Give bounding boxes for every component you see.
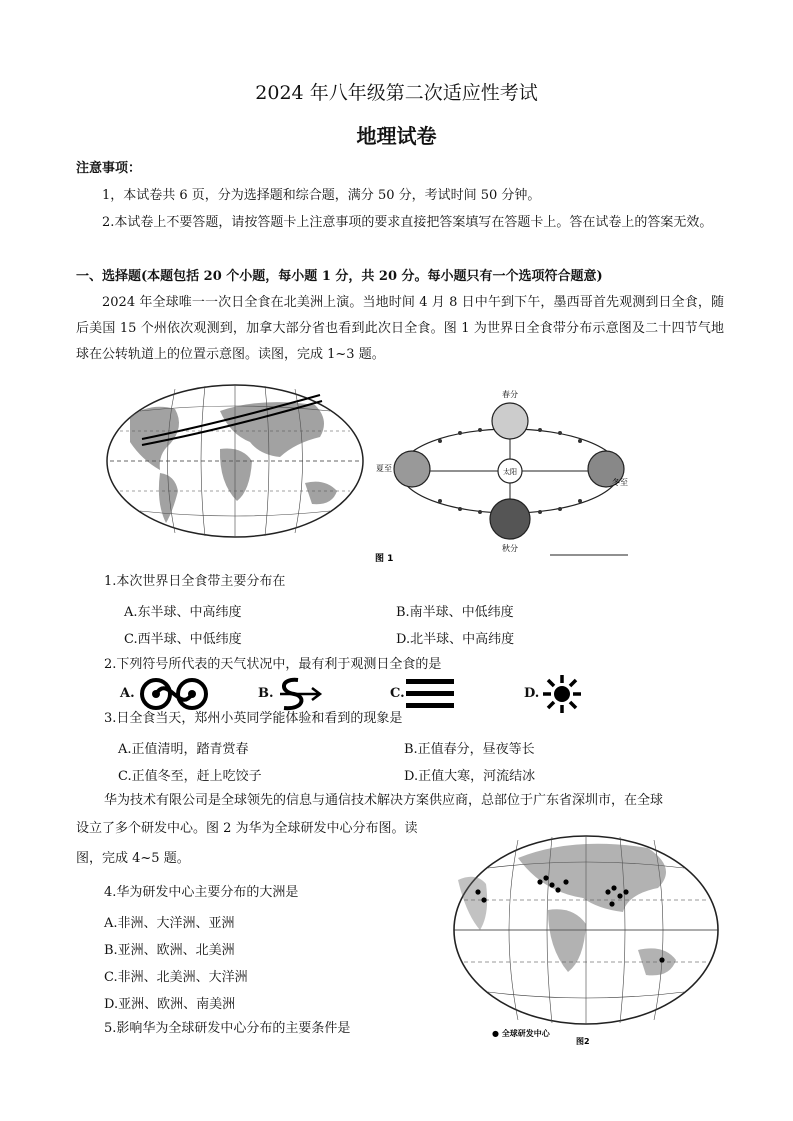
passage1: 2024 年全球唯一一次日全食在北美洲上演。当地时间 4 月 8 日中午到下午，墨西哥首先观测到日全食，随后美国 15 个州依次观测到，加拿大部分省也看到此次日全食。图 1 为世界日全食带分布示意图及二十四节气地球在公转轨道上的位置示意图。读图，完成 1~3 题。: [76, 295, 724, 362]
q3-option-b: B.正值春分，昼夜等长: [404, 742, 535, 757]
floating-dust-symbol-icon: [276, 676, 326, 712]
figure1-caption: 图 1: [375, 554, 394, 564]
q4-option-a: A.非洲、大洋洲、亚洲: [104, 916, 235, 931]
passage2-line3: 图，完成 4~5 题。: [76, 851, 190, 866]
spring-equinox-label: 春分: [502, 390, 518, 399]
q2-option-b-label: B.: [258, 686, 274, 701]
winter-solstice-label: 冬至: [612, 478, 628, 487]
q2-option-c-label: C.: [390, 686, 405, 701]
notice-item-2: 2.本试卷上不要答题，请按答题卡上注意事项的要求直接把答案填写在答题卡上。答在试卷上的答案无效。: [102, 215, 713, 230]
autumn-equinox-label: 秋分: [502, 544, 518, 553]
figure1: [100, 383, 628, 565]
q3-option-a: A.正值清明，踏青赏春: [118, 742, 249, 757]
q2-stem: 2.下列符号所代表的天气状况中，最有利于观测日全食的是: [104, 657, 442, 672]
orbit-diagram: [376, 389, 628, 553]
notice-heading: 注意事项：: [76, 161, 142, 176]
exam-subject-title: 地理试卷: [356, 124, 437, 148]
q4-option-c: C.非洲、北美洲、大洋洲: [104, 970, 248, 985]
sun-label: 太阳: [503, 468, 517, 476]
q1-option-c: C.西半球、中低纬度: [124, 632, 242, 647]
exam-title: 2024 年八年级第二次适应性考试: [255, 82, 538, 104]
passage2-line1: 华为技术有限公司是全球领先的信息与通信技术解决方案供应商，总部位于广东省深圳市，在全球: [104, 793, 664, 808]
q1-option-a: A.东半球、中高纬度: [124, 605, 242, 620]
q3-option-d: D.正值大寒，河流结冰: [404, 769, 536, 784]
section1-heading: 一、选择题(本题包括 20 个小题，每小题 1 分，共 20 分。每小题只有一个选项符合题意): [76, 269, 603, 284]
q3-stem: 3.日全食当天，郑州小英同学能体验和看到的现象是: [104, 711, 403, 726]
q1-stem: 1.本次世界日全食带主要分布在: [104, 574, 286, 589]
q2-option-d-label: D.: [524, 686, 540, 701]
fog-symbol-icon: [406, 678, 454, 710]
q4-option-b: B.亚洲、欧洲、北美洲: [104, 943, 235, 958]
q2-option-a-label: A.: [120, 686, 135, 701]
figure2-caption: 图2: [576, 1037, 590, 1046]
passage2-line2: 设立了多个研发中心。图 2 为华为全球研发中心分布图。读: [76, 821, 418, 836]
summer-solstice-label: 夏至: [376, 464, 392, 473]
sunny-symbol-icon: [542, 674, 582, 714]
figure2-legend: ● 全球研发中心: [492, 1029, 550, 1038]
q4-stem: 4.华为研发中心主要分布的大洲是: [104, 885, 299, 900]
q1-option-d: D.北半球、中高纬度: [396, 632, 515, 647]
q5-stem: 5.影响华为全球研发中心分布的主要条件是: [104, 1021, 351, 1036]
figure1-graphic: [100, 383, 628, 565]
figure2: [448, 830, 724, 1050]
huawei-rd-map: [448, 830, 724, 1050]
q1-option-b: B.南半球、中低纬度: [396, 605, 514, 620]
q2-symbols: [104, 674, 624, 714]
sandstorm-symbol-icon: [138, 678, 210, 710]
q3-option-c: C.正值冬至，赶上吃饺子: [118, 769, 262, 784]
notice-item-1: 1，本试卷共 6 页，分为选择题和综合题，满分 50 分，考试时间 50 分钟。: [102, 188, 541, 203]
world-map-eclipse-path: [107, 385, 363, 537]
q4-option-d: D.亚洲、欧洲、南美洲: [104, 997, 236, 1012]
